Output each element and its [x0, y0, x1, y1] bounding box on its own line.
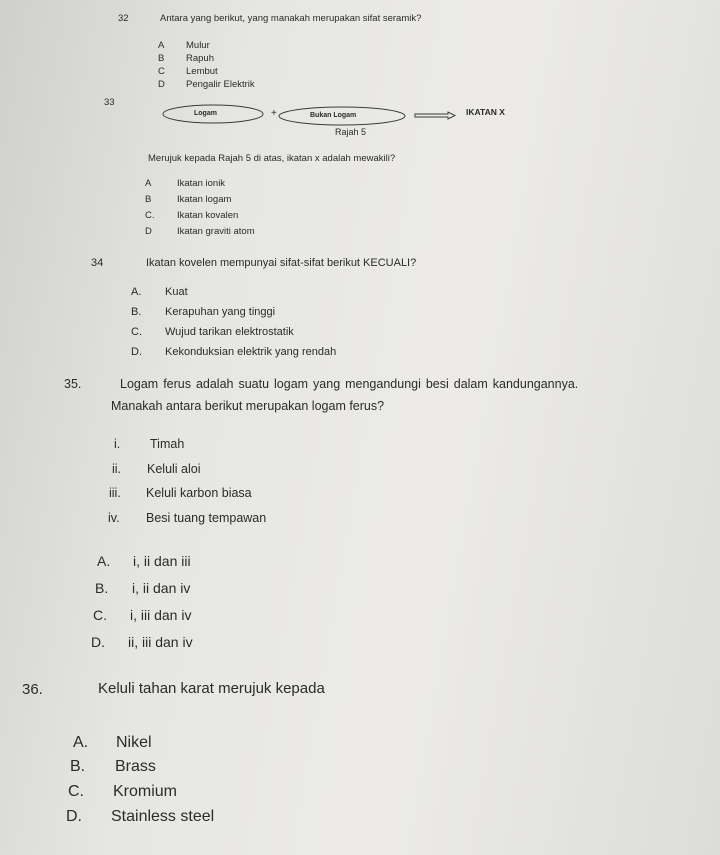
option-letter: B — [158, 53, 165, 64]
question-number: 36. — [22, 681, 43, 698]
option-letter: B — [145, 194, 152, 205]
option-text: Brass — [115, 758, 156, 775]
option-text: Wujud tarikan elektrostatik — [165, 326, 294, 338]
arrow-right-icon — [415, 112, 455, 119]
question-number: 35. — [64, 377, 82, 391]
option-letter: C. — [68, 783, 84, 800]
option-text: i, ii dan iv — [132, 580, 191, 596]
option-text: Pengalir Elektrik — [186, 79, 255, 90]
option-letter: D — [158, 79, 165, 90]
option-letter: B. — [70, 758, 86, 775]
option-letter: B. — [131, 306, 142, 318]
option-text: Kromium — [113, 783, 178, 800]
item-text: Keluli aloi — [147, 462, 201, 476]
option-letter: A. — [73, 734, 89, 751]
option-text: i, ii dan iii — [133, 553, 191, 569]
question-number: 34 — [91, 257, 104, 269]
option-text: Ikatan logam — [177, 194, 232, 205]
question-number: 33 — [104, 97, 115, 108]
question-text: Antara yang berikut, yang manakah merupakan sifat seramik? — [160, 13, 422, 24]
option-text: Stainless steel — [111, 808, 215, 825]
option-letter: C — [158, 66, 165, 77]
question-text-line-2: Manakah antara berikut merupakan logam ferus? — [111, 399, 385, 413]
option-text: i, iii dan iv — [130, 607, 192, 623]
option-text: ii, iii dan iv — [128, 634, 193, 650]
option-text: Rapuh — [186, 53, 214, 64]
option-letter: D. — [131, 346, 142, 358]
option-text: Kerapuhan yang tinggi — [165, 306, 276, 318]
question-text-line-1: Logam ferus adalah suatu logam yang mengandungi besi dalam kandungannya. — [120, 377, 579, 391]
item-text: Timah — [150, 437, 185, 451]
option-letter: A. — [97, 553, 111, 569]
option-letter: D. — [66, 808, 82, 825]
option-letter: A. — [131, 286, 142, 298]
item-roman: iv. — [108, 511, 120, 525]
item-text: Besi tuang tempawan — [146, 511, 267, 525]
option-text: Kekonduksian elektrik yang rendah — [165, 346, 337, 358]
option-text: Ikatan ionik — [177, 178, 226, 189]
question-text: Merujuk kepada Rajah 5 di atas, ikatan x adalah mewakili? — [148, 153, 396, 164]
plus-sign: + — [271, 108, 277, 119]
question-text: Keluli tahan karat merujuk kepada — [98, 680, 325, 697]
option-letter: D — [145, 226, 152, 237]
option-text: Kuat — [165, 286, 188, 298]
option-letter: A — [145, 178, 152, 189]
result-label: IKATAN X — [466, 107, 505, 117]
option-text: Mulur — [186, 40, 210, 51]
question-number: 32 — [118, 13, 129, 24]
option-letter: C. — [145, 210, 155, 221]
item-roman: i. — [114, 437, 121, 451]
option-letter: D. — [91, 634, 105, 650]
diagram-caption: Rajah 5 — [335, 127, 367, 137]
option-letter: A — [158, 40, 165, 51]
option-text: Ikatan graviti atom — [177, 226, 255, 237]
item-roman: iii. — [109, 486, 121, 500]
option-letter: C. — [93, 607, 107, 623]
item-roman: ii. — [112, 462, 122, 476]
item-text: Keluli karbon biasa — [146, 486, 252, 500]
question-text: Ikatan kovelen mempunyai sifat-sifat berikut KECUALI? — [146, 257, 417, 269]
option-letter: C. — [131, 326, 142, 338]
option-text: Lembut — [186, 66, 218, 77]
option-letter: B. — [95, 580, 109, 596]
option-text: Nikel — [116, 734, 152, 751]
option-text: Ikatan kovalen — [177, 210, 239, 221]
left-box-label: Logam — [194, 110, 217, 117]
middle-box-label: Bukan Logam — [310, 112, 357, 119]
